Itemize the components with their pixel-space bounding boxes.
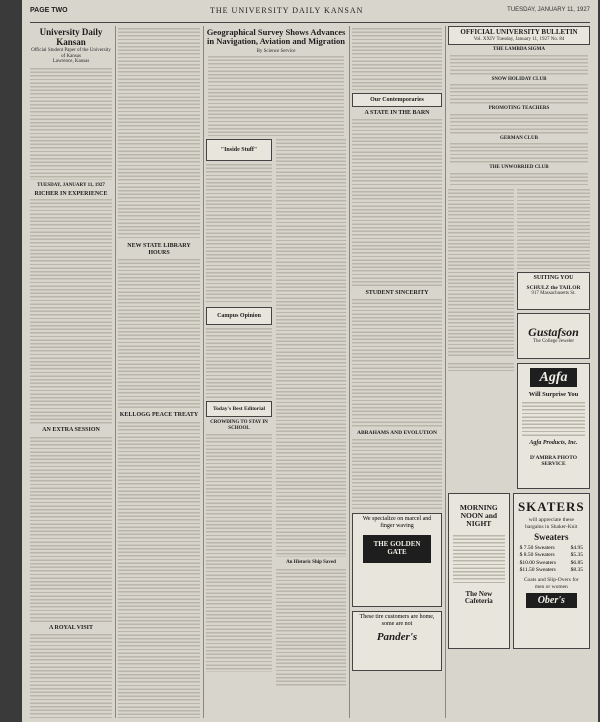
col3-right-text — [276, 139, 346, 557]
col5-left-tail-text — [448, 363, 514, 371]
column-1 — [30, 26, 112, 718]
panders-ad — [352, 611, 442, 671]
col1-headline-1: RICHER IN EXPERIENCE — [34, 190, 108, 197]
best-editorial-title: Today's Best Editorial — [212, 406, 266, 413]
col2-article-3 — [118, 422, 200, 718]
bulletin-item-text — [450, 114, 588, 134]
campus-opinion-title: Campus Opinion — [217, 313, 261, 320]
gustafson-ad — [517, 313, 590, 359]
tailor-ad-name: SCHULZ the TAILOR — [526, 284, 581, 291]
photo-service: D'AMBRA PHOTO SERVICE — [529, 455, 578, 468]
col4-article-1 — [352, 28, 442, 90]
bulletin-item-title: GERMAN CLUB — [500, 135, 538, 141]
column-rule — [203, 26, 204, 718]
bulletin-item-text — [450, 84, 588, 104]
col3-sub-1: CROWDING TO STAY IN SCHOOL — [210, 420, 268, 431]
panders-logo: Pander's — [376, 631, 418, 644]
tailor-ad-title: SUITING YOU — [533, 274, 574, 281]
col3-right-text-2 — [276, 569, 346, 687]
col5-bottom-ads — [448, 493, 590, 649]
price-list — [516, 545, 587, 575]
col3-byline: By Science Service — [256, 48, 296, 54]
col4-headline-1: A STATE IN THE BARN — [364, 110, 430, 116]
bulletin-header — [448, 26, 590, 45]
column-rule — [349, 26, 350, 718]
col4-headline-3: ABRAHAMS AND EVOLUTION — [357, 430, 437, 437]
staff-box — [30, 68, 112, 180]
col2-article-1 — [118, 28, 200, 240]
col5-right — [517, 189, 590, 359]
morning-noon-night: MORNING NOON and NIGHT — [459, 502, 498, 529]
inside-stuff-box — [206, 139, 272, 161]
bulletin-item-title: PROMOTING TEACHERS — [488, 106, 550, 112]
inside-stuff-text — [206, 164, 272, 304]
col5-left-text — [448, 189, 514, 357]
agfa-ad-text — [522, 402, 585, 436]
newspaper-page — [22, 0, 598, 722]
tailor-ad-address: 917 Massachusetts St. — [531, 290, 576, 296]
price-sale: $8.35 — [570, 567, 583, 574]
tailor-ad — [517, 272, 590, 310]
page-header — [30, 0, 590, 23]
col3-headline: Geographical Survey Shows Advances in Navigation, Aviation and Migration — [206, 27, 346, 47]
inside-stuff-title: "Inside Stuff" — [220, 147, 258, 154]
sweaters-title: Sweaters — [534, 531, 569, 542]
bulletin-item-text — [450, 143, 588, 163]
bulletin-item-text — [450, 55, 588, 75]
obers-logo: Ober's — [526, 593, 577, 608]
masthead-subtitle: Official Student Paper of the University of Kansas — [31, 47, 111, 59]
contemporaries-title: Our Contemporaries — [370, 96, 424, 103]
col1-article-3 — [30, 634, 112, 718]
col5-split — [448, 189, 590, 359]
col3-left — [206, 139, 272, 687]
price-row — [520, 552, 583, 559]
col2-headline-1: NEW STATE LIBRARY HOURS — [127, 243, 191, 256]
agfa-slogan: Will Surprise You — [528, 391, 579, 399]
price-original: $11.50 Sweaters — [519, 567, 556, 574]
col4-article-2 — [352, 119, 442, 287]
skaters-text: will appreciate these bargains in Shaker-Knit — [525, 517, 578, 530]
col3-article-1 — [208, 56, 344, 136]
masthead-title: University Daily Kansan — [39, 27, 103, 47]
date-line: TUESDAY, JANUARY 11, 1927 — [507, 7, 590, 13]
bulletin-item-title: SNOW HOLIDAY CLUB — [491, 76, 547, 82]
skaters-ad — [513, 493, 590, 649]
col5-quotes — [517, 189, 590, 269]
bulletin-info: Vol. XXIV Tuesday, January 11, 1927 No. 84 — [473, 36, 565, 42]
col4-article-4 — [352, 439, 442, 509]
col1-dateline: TUESDAY, JANUARY 11, 1927 — [37, 183, 105, 189]
panders-ad-text: These tire customers are home, some are not — [359, 614, 435, 627]
skaters-title: SKATERS — [517, 498, 585, 514]
campus-opinion-text — [206, 328, 272, 398]
bulletin-title: OFFICIAL UNIVERSITY BULLETIN — [460, 28, 578, 36]
col1-article-2 — [30, 437, 112, 622]
price-original: $ 7.50 Sweaters — [519, 544, 555, 551]
price-original: $ 8.50 Sweaters — [519, 552, 555, 559]
col1-article-1 — [30, 199, 112, 424]
col5-left-ads — [448, 363, 514, 489]
masthead-place: Lawrence, Kansas — [52, 59, 90, 65]
agfa-company: Agfa Products, Inc. — [529, 440, 578, 447]
best-editorial-box — [206, 401, 272, 417]
price-original: $10.00 Sweaters — [519, 559, 556, 566]
golden-gate-ad-text: We specialize on marcel and finger waving — [362, 516, 432, 529]
cafeteria-ad — [448, 493, 510, 649]
paper-name: THE UNIVERSITY DAILY KANSAN — [210, 6, 364, 15]
column-3 — [206, 26, 346, 718]
golden-gate-ad — [352, 513, 442, 607]
campus-opinion-box — [206, 307, 272, 325]
golden-gate-logo: THE GOLDEN GATE — [363, 535, 431, 562]
cafeteria-ad-text — [453, 535, 505, 585]
column-rule — [445, 26, 446, 718]
price-row — [520, 567, 583, 574]
column-4 — [352, 26, 442, 718]
col3-right — [276, 139, 346, 687]
bulletin-item-text — [450, 173, 588, 185]
col2-headline-2: KELLOGG PEACE TREATY — [119, 412, 199, 419]
price-sale: $4.95 — [570, 544, 583, 551]
col4-article-3 — [352, 299, 442, 427]
col3-sub-2: An Historic Ship Saved — [286, 560, 336, 566]
skaters-footer: Coats and Slip-Overs for men or women — [523, 577, 579, 590]
cafeteria-name: The New Cafeteria — [464, 589, 493, 606]
col4-headline-2: STUDENT SINCERITY — [365, 289, 429, 296]
price-sale: $5.35 — [570, 552, 583, 559]
col3-left-text — [206, 434, 272, 672]
bulletin-body — [448, 47, 590, 185]
agfa-ad — [517, 363, 590, 489]
col5-ads — [448, 363, 590, 489]
column-rule — [115, 26, 116, 718]
gustafson-logo: Gustafson — [528, 324, 579, 339]
column-2 — [118, 26, 200, 718]
col5-left — [448, 189, 514, 359]
col3-split — [206, 139, 346, 687]
page-label: PAGE TWO — [30, 7, 68, 14]
bulletin-item-title: THE LAMBDA SIGMA — [493, 47, 545, 53]
col1-headline-3: A ROYAL VISIT — [48, 624, 94, 631]
col1-headline-2: AN EXTRA SESSION — [42, 427, 100, 434]
gustafson-tagline: The College Jeweler — [532, 339, 575, 345]
price-sale: $6.85 — [570, 559, 583, 566]
col2-article-2 — [118, 259, 200, 409]
contemporaries-box — [352, 93, 442, 107]
price-row — [520, 560, 583, 567]
bulletin-item-title: THE UNWORRIED CLUB — [489, 165, 549, 171]
column-5 — [448, 26, 590, 718]
agfa-logo: Agfa — [530, 368, 577, 387]
